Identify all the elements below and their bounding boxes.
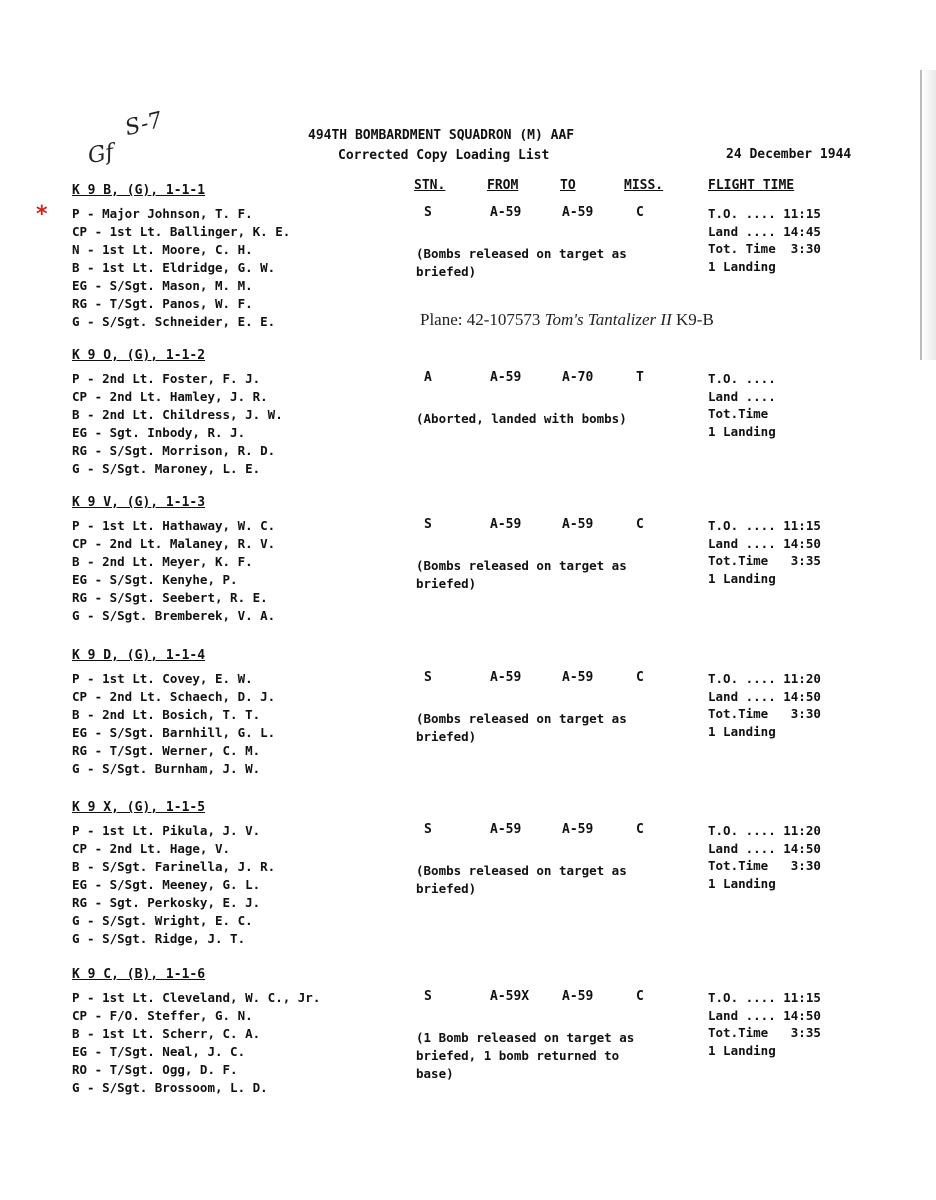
crew-member: RG - S/Sgt. Seebert, R. E.	[72, 590, 268, 605]
to-value: A-59	[562, 517, 594, 532]
document-date: 24 December 1944	[726, 147, 852, 162]
from-value: A-59	[490, 517, 522, 532]
crew-member: G - S/Sgt. Schneider, E. E.	[72, 314, 276, 329]
aircraft-title: K 9 V, (G), 1-1-3	[72, 495, 206, 510]
crew-member: CP - F/O. Steffer, G. N.	[72, 1008, 253, 1023]
mission-value: C	[636, 670, 644, 685]
scan-edge	[920, 70, 936, 360]
crew-member: RG - S/Sgt. Morrison, R. D.	[72, 443, 276, 458]
crew-member: P - 1st Lt. Covey, E. W.	[72, 671, 253, 686]
from-value: A-59X	[490, 989, 530, 1004]
station-value: S	[424, 670, 432, 685]
crew-list	[72, 822, 275, 948]
crew-member: P - Major Johnson, T. F.	[72, 206, 253, 221]
mission-value: C	[636, 517, 644, 532]
crew-list	[72, 205, 290, 331]
plane-name: Tom's Tantalizer II	[544, 310, 672, 329]
crew-member: EG - Sgt. Inbody, R. J.	[72, 425, 246, 440]
flight-time-block: T.O. .... Land .... Tot.Time 1 Landing	[708, 371, 776, 439]
handwritten-note-1: S-7	[122, 107, 165, 142]
station-value: S	[424, 989, 432, 1004]
plane-serial: Plane: 42-107573	[420, 310, 541, 329]
crew-member: G - S/Sgt. Ridge, J. T.	[72, 931, 246, 946]
flight-time-block: T.O. .... 11:20 Land .... 14:50 Tot.Time 3:30 1 Landing	[708, 823, 821, 891]
from-value: A-59	[490, 822, 522, 837]
crew-member: B - S/Sgt. Farinella, J. R.	[72, 859, 276, 874]
crew-member: G - S/Sgt. Maroney, L. E.	[72, 461, 261, 476]
crew-member: EG - S/Sgt. Mason, M. M.	[72, 278, 253, 293]
crew-member: P - 1st Lt. Cleveland, W. C., Jr.	[72, 990, 321, 1005]
result-note: (Aborted, landed with bombs)	[416, 411, 627, 426]
crew-member: EG - S/Sgt. Barnhill, G. L.	[72, 725, 276, 740]
flight-time-block: T.O. .... 11:20 Land .... 14:50 Tot.Time 3:30 1 Landing	[708, 671, 821, 739]
crew-list	[72, 670, 275, 778]
crew-member: N - 1st Lt. Moore, C. H.	[72, 242, 253, 257]
crew-member: CP - 1st Lt. Ballinger, K. E.	[72, 224, 291, 239]
result-note: (Bombs released on target as briefed)	[416, 558, 627, 591]
crew-member: EG - S/Sgt. Meeney, G. L.	[72, 877, 261, 892]
crew-member: P - 1st Lt. Hathaway, W. C.	[72, 518, 276, 533]
plane-code: K9-B	[676, 310, 714, 329]
crew-member: EG - T/Sgt. Neal, J. C.	[72, 1044, 246, 1059]
col-header-from: FROM	[487, 178, 519, 193]
mission-value: C	[636, 205, 644, 220]
crew-member: P - 2nd Lt. Foster, F. J.	[72, 371, 261, 386]
crew-member: RG - Sgt. Perkosky, E. J.	[72, 895, 261, 910]
aircraft-title: K 9 B, (G), 1-1-1	[72, 183, 206, 198]
result-note: (Bombs released on target as briefed)	[416, 711, 627, 744]
flight-time-block: T.O. .... 11:15 Land .... 14:50 Tot.Time 3:35 1 Landing	[708, 990, 821, 1058]
crew-member: P - 1st Lt. Pikula, J. V.	[72, 823, 261, 838]
col-header-miss: MISS.	[624, 178, 664, 193]
crew-member: G - S/Sgt. Bremberek, V. A.	[72, 608, 276, 623]
station-value: S	[424, 205, 432, 220]
crew-member: RG - T/Sgt. Werner, C. M.	[72, 743, 261, 758]
from-value: A-59	[490, 205, 522, 220]
to-value: A-59	[562, 205, 594, 220]
crew-member: B - 2nd Lt. Meyer, K. F.	[72, 554, 253, 569]
col-header-flight-time: FLIGHT TIME	[708, 178, 795, 193]
crew-member: B - 2nd Lt. Bosich, T. T.	[72, 707, 261, 722]
document-title: 494TH BOMBARDMENT SQUADRON (M) AAF	[308, 128, 575, 143]
crew-member: CP - 2nd Lt. Malaney, R. V.	[72, 536, 276, 551]
crew-member: B - 1st Lt. Eldridge, G. W.	[72, 260, 276, 275]
crew-list	[72, 370, 283, 478]
crew-member: RG - T/Sgt. Panos, W. F.	[72, 296, 253, 311]
station-value: S	[424, 517, 432, 532]
crew-member: CP - 2nd Lt. Hamley, J. R.	[72, 389, 268, 404]
from-value: A-59	[490, 670, 522, 685]
aircraft-title: K 9 D, (G), 1-1-4	[72, 648, 206, 663]
crew-list	[72, 517, 275, 625]
crew-member: G - S/Sgt. Wright, E. C.	[72, 913, 253, 928]
to-value: A-70	[562, 370, 594, 385]
mission-value: C	[636, 989, 644, 1004]
document-subtitle: Corrected Copy Loading List	[338, 148, 550, 163]
result-note: (1 Bomb released on target as briefed, 1 bomb returned to base)	[416, 1030, 635, 1081]
mission-value: C	[636, 822, 644, 837]
col-header-to: TO	[560, 178, 576, 193]
aircraft-title: K 9 C, (B), 1-1-6	[72, 967, 206, 982]
result-note: (Bombs released on target as briefed)	[416, 246, 627, 279]
crew-member: RO - T/Sgt. Ogg, D. F.	[72, 1062, 238, 1077]
crew-member: B - 1st Lt. Scherr, C. A.	[72, 1026, 261, 1041]
crew-member: G - S/Sgt. Burnham, J. W.	[72, 761, 261, 776]
flight-time-block: T.O. .... 11:15 Land .... 14:50 Tot.Time 3:35 1 Landing	[708, 518, 821, 586]
to-value: A-59	[562, 822, 594, 837]
aircraft-title: K 9 O, (G), 1-1-2	[72, 348, 206, 363]
station-value: S	[424, 822, 432, 837]
station-value: A	[424, 370, 432, 385]
to-value: A-59	[562, 989, 594, 1004]
crew-member: B - 2nd Lt. Childress, J. W.	[72, 407, 283, 422]
to-value: A-59	[562, 670, 594, 685]
flight-time-block: T.O. .... 11:15 Land .... 14:45 Tot. Time 3:30 1 Landing	[708, 206, 821, 274]
red-asterisk-icon: *	[36, 202, 48, 227]
crew-member: CP - 2nd Lt. Schaech, D. J.	[72, 689, 276, 704]
col-header-stn: STN.	[414, 178, 446, 193]
aircraft-title: K 9 X, (G), 1-1-5	[72, 800, 206, 815]
from-value: A-59	[490, 370, 522, 385]
plane-note	[420, 310, 714, 330]
result-note: (Bombs released on target as briefed)	[416, 863, 627, 896]
crew-member: EG - S/Sgt. Kenyhe, P.	[72, 572, 238, 587]
crew-member: G - S/Sgt. Brossoom, L. D.	[72, 1080, 268, 1095]
mission-value: T	[636, 370, 644, 385]
crew-member: CP - 2nd Lt. Hage, V.	[72, 841, 231, 856]
crew-list	[72, 989, 320, 1097]
handwritten-note-2: Gf	[86, 139, 116, 170]
